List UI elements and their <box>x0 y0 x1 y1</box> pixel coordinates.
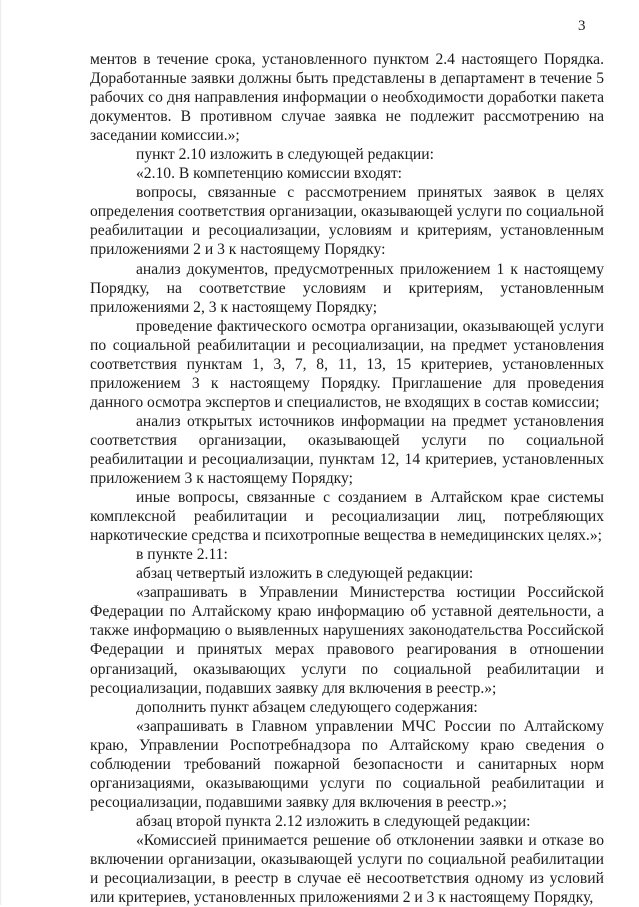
scan-edge-shadow <box>0 0 2 905</box>
paragraph-add-paragraph: дополнить пункт абзацем следующего содержания: <box>136 698 478 716</box>
document-body <box>90 50 604 907</box>
paragraph-open-sources: анализ открытых источников информации на предмет установления соответствия организации, оказывающей услуги по социальной реабилитации и ресоциализации, пунктам 12, 14 критериев, установленных приложением 3 к настоящему Порядку; <box>90 412 604 488</box>
paragraph-fourth-paragraph-edit: абзац четвертый изложить в следующей редакции: <box>136 565 474 583</box>
paragraph-questions-applications: вопросы, связанные с рассмотрением принятых заявок в целях определения соответствия организации, оказывающей услуги по социальной реабилитации и ресоциализации, условиям и критериям, установленным приложениями 2 и 3 к настоящему Порядку: <box>90 184 604 259</box>
paragraph-inspection: проведение фактического осмотра организации, оказывающей услуги по социальной реабилитации и ресоциализации, на предмет установления соответствия пунктам 1, 3, 7, 8, 11, 13, 15 критериев, установленных приложением 3 к настоящему Порядку. Приглашение для проведения данного осмотра экспертов и специалистов, не входящих в состав комиссии; <box>90 317 604 411</box>
paragraph-document-analysis: анализ документов, предусмотренных приложением 1 к настоящему Порядку, на соответствие условиям и критериям, установленным приложениями 2, 3 к настоящему Порядку; <box>90 260 604 316</box>
paragraph-competence-intro: «2.10. В компетенцию комиссии входят: <box>136 165 403 183</box>
paragraph-item-2-10-heading: пункт 2.10 изложить в следующей редакции: <box>136 146 434 164</box>
paragraph-request-emergency: «запрашивать в Главном управлении МЧС России по Алтайскому краю, Управлении Роспотребнадзора по Алтайскому краю сведения о соблюдении требований пожарной безопасности и санитарных норм организациями, оказывающими услуги по социальной реабилитации и ресоциализации, подавшими заявку для включения в реестр.»; <box>90 717 604 811</box>
paragraph-continuation: ментов в течение срока, установленного пунктом 2.4 настоящего Порядка. Доработанные заявки должны быть представлены в департамент в течение 5 рабочих со дня направления информации о необходимости доработки пакета документов. В противном случае заявка не подлежит рассмотрению на заседании комиссии.»; <box>90 51 604 145</box>
paragraph-item-2-11: в пункте 2.11: <box>136 546 228 564</box>
paragraph-item-2-12-edit: абзац второй пункта 2.12 изложить в следующей редакции: <box>136 812 531 830</box>
paragraph-request-justice: «запрашивать в Управлении Министерства юстиции Российской Федерации по Алтайскому краю информацию об уставной деятельности, а также информацию о выявленных нарушениях законодательства Российской Федерации и принятых мерах правового реагирования в отношении организаций, оказывающих услуги по социальной реабилитации и ресоциализации, подавших заявку для включения в реестр.»; <box>90 584 604 697</box>
page-number: 3 <box>578 18 586 34</box>
paragraph-other-questions: иные вопросы, связанные с созданием в Алтайском крае системы комплексной реабилитации и ресоциализации лиц, потребляющих наркотические средства и психотропные вещества в немедицинских целях.»; <box>90 489 604 545</box>
paragraph-commission-decision: «Комиссией принимается решение об отклонении заявки и отказе во включении организации, оказывающей услуги по социальной реабилитации и ресоциализации, в реестр в случае её несоответствия одному из условий или критериев, установленных приложениями 2 и 3 к настоящему Порядку, <box>90 831 604 907</box>
